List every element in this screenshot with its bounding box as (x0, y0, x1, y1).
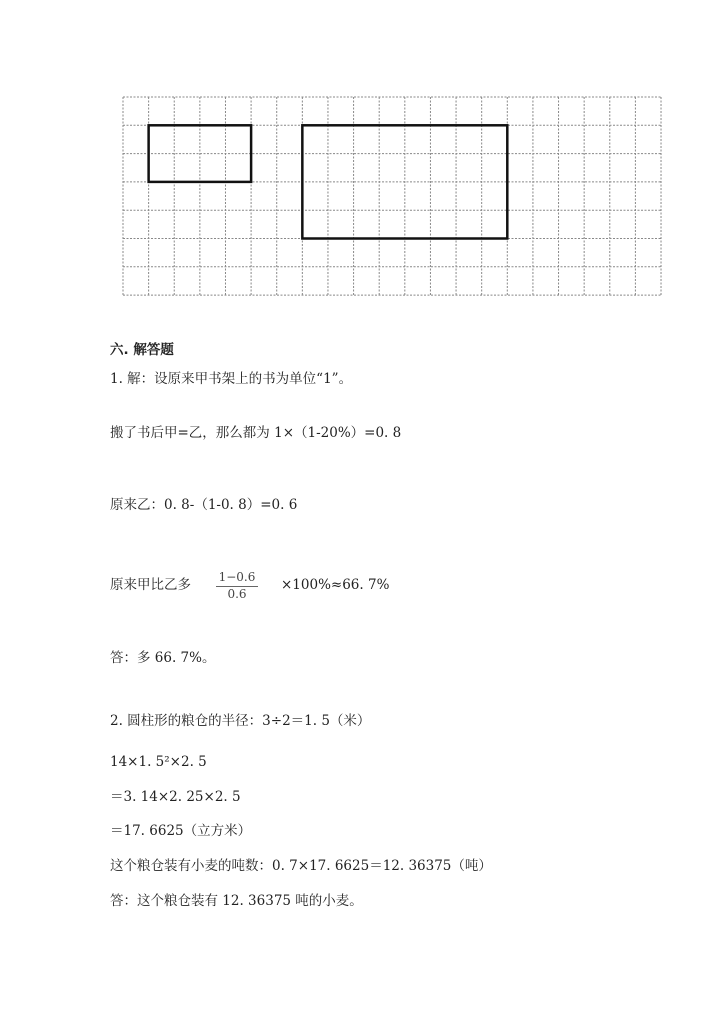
q1-line3: 原来乙：0. 8-（1-0. 8）=0. 6 (110, 497, 298, 513)
q2-line1: 2. 圆柱形的粮仓的半径：3÷2＝1. 5（米） (110, 713, 371, 729)
q1-line1: 1. 解：设原来甲书架上的书为单位“1”。 (110, 371, 353, 387)
q2-line4: ＝17. 6625（立方米） (110, 823, 252, 839)
q2-line3: ＝3. 14×2. 25×2. 5 (110, 789, 241, 805)
q2-answer: 答：这个粮仓装有 12. 36375 吨的小麦。 (110, 893, 363, 909)
q1-line4-prefix: 原来甲比乙多 (110, 577, 191, 593)
q2-line2: 14×1. 5²×2. 5 (110, 754, 207, 770)
q1-line2: 搬了书后甲=乙，那么都为 1×（1-20%）=0. 8 (110, 425, 402, 441)
fraction-numerator: 1−0.6 (216, 570, 258, 587)
fraction-denominator: 0.6 (227, 587, 247, 601)
grid-figure (0, 0, 720, 320)
fraction (216, 570, 258, 602)
q2-line5: 这个粮仓装有小麦的吨数：0. 7×17. 6625＝12. 36375（吨） (110, 858, 492, 874)
section-title: 六. 解答题 (110, 342, 174, 358)
q1-answer: 答：多 66. 7%。 (110, 650, 216, 666)
q1-line4-suffix: ×100%≈66. 7% (281, 577, 390, 593)
